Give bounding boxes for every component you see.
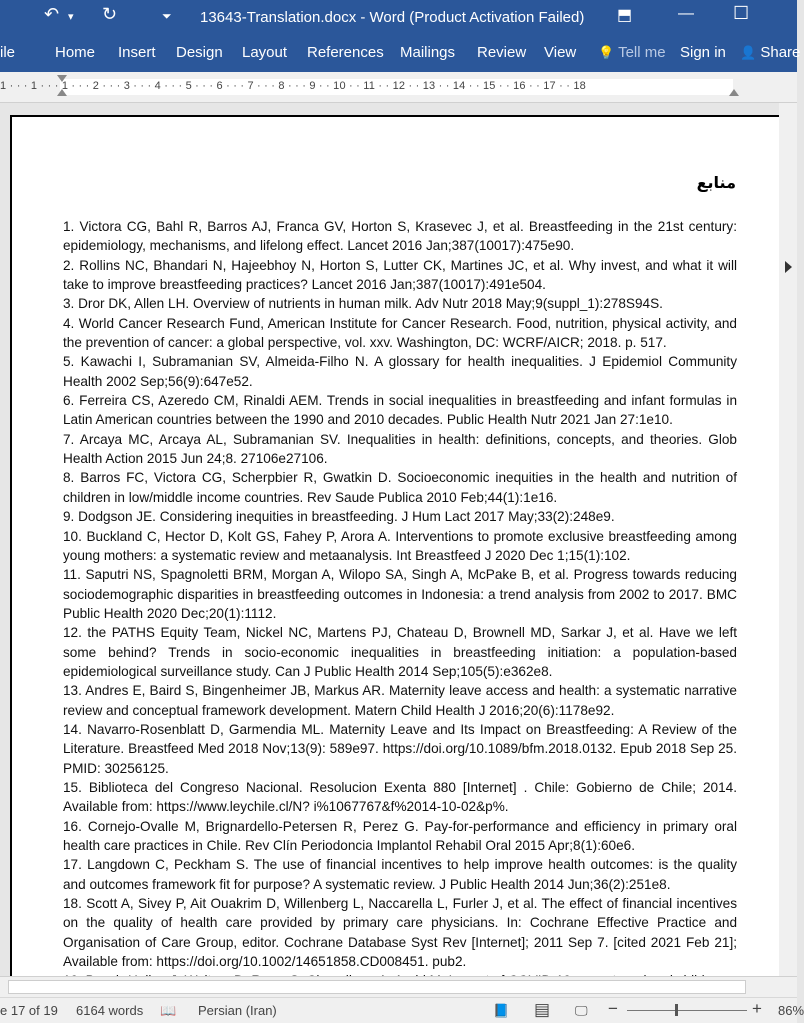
redo-icon[interactable]: ↻ xyxy=(102,4,118,24)
reference-item: 12. the PATHS Equity Team, Nickel NC, Martens PJ, Chateau D, Brownell MD, Sarkar J, et al. Have we left some behind? Trends in socio-economic inequalities in breastfeeding initiation: a population-based epidemiological surveillance study. Can J Public Health 2014 Sep;105(5):e362e8. xyxy=(63,625,737,679)
page-indicator[interactable]: e 17 of 19 xyxy=(0,1003,58,1018)
language-indicator[interactable]: Persian (Iran) xyxy=(198,1003,277,1018)
tab-insert[interactable]: Insert xyxy=(118,44,156,61)
lightbulb-icon: 💡 xyxy=(598,45,615,60)
vertical-scrollbar[interactable] xyxy=(779,103,797,976)
reference-item: 14. Navarro-Rosenblatt D, Garmendia ML. Maternity Leave and Its Impact on Breastfeeding: A Review of the Literature. Breastfeed Med 2018 Nov;13(9): 589e97. https://doi.org/10.1089/bfm.2018.0132. Epub 2018 Sep 25. PMID: 30256125. xyxy=(63,721,737,776)
print-layout-icon[interactable]: ▤ xyxy=(534,1000,551,1019)
zoom-slider[interactable] xyxy=(627,1010,747,1011)
tab-references[interactable]: References xyxy=(307,44,384,61)
read-mode-icon[interactable]: 📘 xyxy=(493,1003,510,1018)
reference-item: 18. Scott A, Sivey P, Ait Ouakrim D, Willenberg L, Naccarella L, Furler J, et al. The effect of financial incentives on the quality of health care provided by primary care physicians. In: Cochrane Effective Practice and Organisation of Care Group, editor. Cochrane Database Syst Rev [Internet]; 2011 Sep 7. [cited 2021 Feb 21]; Available from: https://doi.org/10.1002/14651858.CD008451. pub2. xyxy=(63,896,737,970)
ribbon-tabs xyxy=(0,34,801,72)
reference-item: 13. Andres E, Baird S, Bingenheimer JB, Markus AR. Maternity leave access and health: a systematic narrative review and conceptual framework development. Matern Child Health J 2016;20(6):1178e92. xyxy=(63,683,737,718)
tell-me-label: Tell me xyxy=(618,44,666,61)
reference-item: 6. Ferreira CS, Azeredo CM, Rinaldi AEM. Trends in social inequalities in breastfeeding and infant formulas in Latin American countries between the 1990 and 2010 decades. Public Health Nutr 2021 Jan 27:1e10. xyxy=(63,393,737,428)
horizontal-scrollbar[interactable] xyxy=(0,976,797,997)
zoom-in-button[interactable]: + xyxy=(752,999,762,1018)
maximize-icon[interactable]: ☐ xyxy=(733,3,750,23)
scroll-right-arrow-icon[interactable] xyxy=(783,259,793,275)
reference-item: 8. Barros FC, Victora CG, Scherpbier R, Gwatkin D. Socioeconomic inequities in the health and nutrition of children in low/middle income countries. Rev Saude Publica 2010 Feb;44(1):1e16. xyxy=(63,470,737,505)
reference-item: 16. Cornejo-Ovalle M, Brignardello-Petersen R, Perez G. Pay-for-performance and efficiency in primary oral health care practices in Chile. Rev Clín Periodoncia Implantol Rehabil Oral 2015 Apr;8(1):60e6. xyxy=(63,818,737,853)
share-label: Share xyxy=(760,44,801,61)
reference-list xyxy=(63,217,737,991)
sign-in-link[interactable]: Sign in xyxy=(680,44,726,61)
tab-layout[interactable]: Layout xyxy=(242,44,288,61)
web-layout-icon[interactable]: 🖵 xyxy=(575,1003,588,1018)
reference-item: 1. Victora CG, Bahl R, Barros AJ, Franca GV, Horton S, Krasevec J, et al. Breastfeeding in the 21st century: epidemiology, mechanisms, and lifelong effect. Lancet 2016 Jan;387(10017):475e90. xyxy=(63,219,737,254)
reference-item: 2. Rollins NC, Bhandari N, Hajeebhoy N, Horton S, Lutter CK, Martines JC, et al. Why invest, and what it will take to improve breastfeeding practices? Lancet 2016 Jan;387(10017):491e504. xyxy=(63,257,737,293)
reference-item: 5. Kawachi I, Subramanian SV, Almeida-Filho N. A glossary for health inequalities. J Epidemiol Community Health 2002 Sep;56(9):647e52. xyxy=(63,354,737,389)
horizontal-ruler[interactable] xyxy=(0,72,797,103)
tell-me-search[interactable] xyxy=(598,44,666,61)
tab-file[interactable]: ile xyxy=(0,44,16,61)
ribbon-display-options-icon[interactable]: ⬒ xyxy=(617,7,633,24)
reference-item: 9. Dodgson JE. Considering inequities in breastfeeding. J Hum Lact 2017 May;33(2):248e9. xyxy=(63,509,615,525)
reference-item: 3. Dror DK, Allen LH. Overview of nutrients in human milk. Adv Nutr 2018 May;9(suppl_1):278S94S. xyxy=(63,296,663,312)
zoom-out-button[interactable]: − xyxy=(608,999,618,1018)
share-button[interactable] xyxy=(740,44,800,61)
window-title: 13643-Translation.docx - Word (Product Activation Failed) xyxy=(200,9,585,26)
proofing-icon[interactable]: 📖 xyxy=(160,1003,177,1018)
word-count[interactable]: 6164 words xyxy=(76,1003,144,1018)
zoom-slider-thumb[interactable] xyxy=(675,1004,678,1016)
reference-item: 10. Buckland C, Hector D, Kolt GS, Fahey P, Arora A. Interventions to promote exclusive breastfeeding among young mothers: a systematic review and metaanalysis. Int Breastfeed J 2020 Dec 1;15(1):102. xyxy=(63,528,737,563)
ruler-marks: 1 · · · 1 · · · 1 · · · 2 · · · 3 · · · 4 · · · 5 · · · 6 · · · 7 · · · 8 · · · 9 · · 10 · · 11 · · 12 · · 13 · · 14 · · 15 · · 16 · · 17 · · 18 xyxy=(0,80,586,92)
undo-icon[interactable]: ↶ xyxy=(44,4,60,24)
reference-item: 15. Biblioteca del Congreso Nacional. Resolucion Exenta 880 [Internet] . Chile: Gobierno de Chile; 2014. Available from: https://www.leychile.cl/N? i%1067767&f%2014-10-02&p%. xyxy=(63,779,737,815)
reference-item: 7. Arcaya MC, Arcaya AL, Subramanian SV. Inequalities in health: definitions, concepts, and theories. Glob Health Action 2015 Jun 24;8. 27106e27106. xyxy=(63,431,737,467)
zoom-level[interactable]: 86% xyxy=(778,1003,804,1018)
right-indent-marker[interactable] xyxy=(729,89,739,96)
reference-item: 4. World Cancer Research Fund, American Institute for Cancer Research. Food, nutrition, physical activity, and the prevention of cancer: a global perspective, vol. xxv. Washington, DC: WCRF/AICR; 2018. p. 517. xyxy=(63,315,737,351)
customize-toolbar-icon[interactable]: ⏷ xyxy=(162,9,172,23)
title-bar xyxy=(0,0,797,34)
tab-review[interactable]: Review xyxy=(477,44,527,61)
first-line-indent-marker[interactable] xyxy=(57,75,67,82)
status-bar xyxy=(0,997,804,1023)
tab-mailings[interactable]: Mailings xyxy=(400,44,456,61)
tab-design[interactable]: Design xyxy=(176,44,223,61)
tab-view[interactable]: View xyxy=(544,44,577,61)
undo-dropdown-icon[interactable]: ▾ xyxy=(68,11,74,23)
references-heading: منابع xyxy=(696,173,736,192)
minimize-icon[interactable]: — xyxy=(678,5,694,22)
horizontal-scroll-thumb[interactable] xyxy=(8,980,746,994)
person-icon: 👤 xyxy=(740,45,757,60)
tab-home[interactable]: Home xyxy=(55,44,96,61)
document-page[interactable] xyxy=(10,115,790,1015)
document-area xyxy=(0,103,797,976)
reference-item: 17. Langdown C, Peckham S. The use of financial incentives to help improve health outcomes: is the quality and outcomes framework fit for purpose? A systematic review. J Public Health 2014 Jun;36(2):251e8. xyxy=(63,857,737,892)
hanging-indent-marker[interactable] xyxy=(57,89,67,96)
reference-item: 11. Saputri NS, Spagnoletti BRM, Morgan A, Wilopo SA, Singh A, McPake B, et al. Progress towards reducing sociodemographic disparities in breastfeeding outcomes in Indonesia: a trend analysis from 2002 to 2017. BMC Public Health 2020 Dec;20(1):1112. xyxy=(63,567,737,621)
